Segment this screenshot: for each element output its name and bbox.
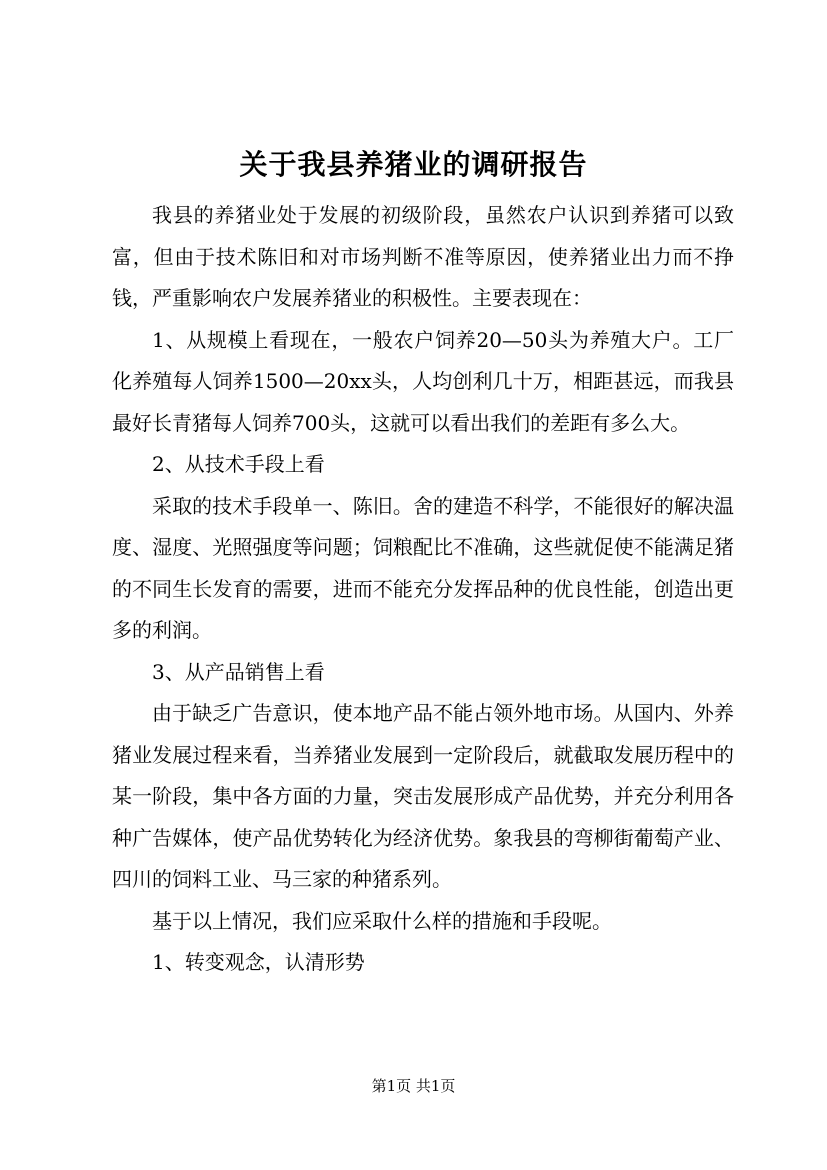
paragraph-sales: 由于缺乏广告意识，使本地产品不能占领外地市场。从国内、外养猪业发展过程来看，当养猪业发展到一定阶段后，就截取发展历程中的某一阶段，集中各方面的力量，突击发展形成产品优势，并充分利用各种广告媒体，使产品优势转化为经济优势。象我县的弯柳街葡萄产业、四川的饲料工业、马三家的种猪系列。 [112, 701, 734, 891]
paragraph-intro: 我县的养猪业处于发展的初级阶段，虽然农户认识到养猪可以致富，但由于技术陈旧和对市场判断不准等原因，使养猪业出力而不挣钱，严重影响农户发展养猪业的积极性。主要表现在： [112, 203, 734, 310]
paragraph-measures: 基于以上情况，我们应采取什么样的措施和手段呢。 [152, 908, 612, 933]
paragraph-scale: 1、从规模上看现在，一般农户饲养20—50头为养殖大户。工厂化养殖每人饲养1500—20xx头，人均创利几十万，相距甚远，而我县最好长青猪每人饲养700头，这就可以看出我们的差距有多么大。 [112, 327, 734, 435]
page-footer: 第1页 共1页 [371, 1077, 456, 1095]
document-title: 关于我县养猪业的调研报告 [239, 148, 588, 181]
paragraph-technology: 采取的技术手段单一、陈旧。舍的建造不科学，不能很好的解决温度、湿度、光照强度等问题；饲粮配比不准确，这些就促使不能满足猪的不同生长发育的需要，进而不能充分发挥品种的优良性能，创造出更多的利润。 [112, 493, 734, 642]
heading-sales: 3、从产品销售上看 [152, 659, 325, 684]
heading-change-concept: 1、转变观念，认清形势 [152, 950, 365, 974]
heading-technology: 2、从技术手段上看 [152, 452, 325, 476]
document-body [112, 195, 734, 984]
